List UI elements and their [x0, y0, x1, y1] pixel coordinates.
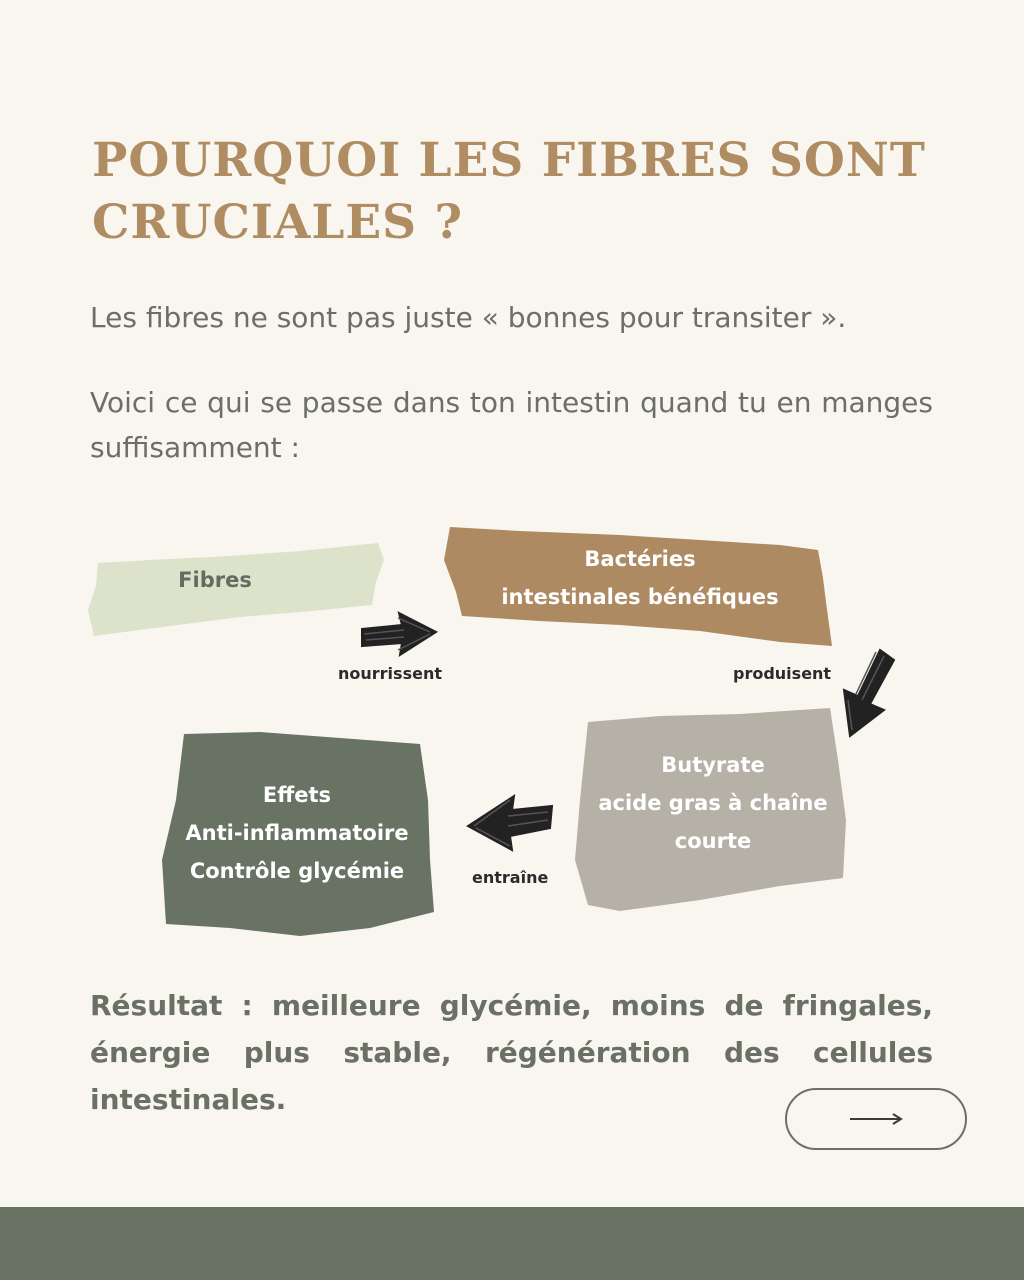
produisent-label: produisent: [733, 664, 832, 683]
fiber-flow-diagram: [0, 500, 1024, 960]
next-button[interactable]: [785, 1088, 967, 1150]
footer-bar: [0, 1207, 1024, 1280]
entraine-label: entraîne: [472, 868, 549, 887]
nourrissent-arrow-icon: [362, 613, 436, 655]
nourrissent-label: nourrissent: [338, 664, 442, 683]
bacteries-label: Bactéries intestinales bénéfiques: [501, 547, 779, 609]
fibres-label: Fibres: [178, 568, 252, 592]
page-title: POURQUOI LES FIBRES SONT CRUCIALES ?: [92, 133, 926, 250]
result-text: Résultat : meilleure glycémie, moins de fringales, énergie plus stable, régénération des cellules intestinales.: [90, 989, 933, 1116]
produisent-arrow-icon: [844, 650, 894, 736]
intro-text-2: Voici ce qui se passe dans ton intestin quand tu en manges suffisamment :: [90, 386, 933, 464]
arrow-right-icon: [848, 1113, 904, 1125]
intro-text-1: Les fibres ne sont pas juste « bonnes pour transiter ».: [90, 301, 847, 334]
effets-label: Effets Anti-inflammatoire Contrôle glycémie: [185, 783, 409, 883]
butyrate-label: Butyrate acide gras à chaîne courte: [598, 753, 828, 853]
entraine-arrow-icon: [468, 796, 552, 850]
